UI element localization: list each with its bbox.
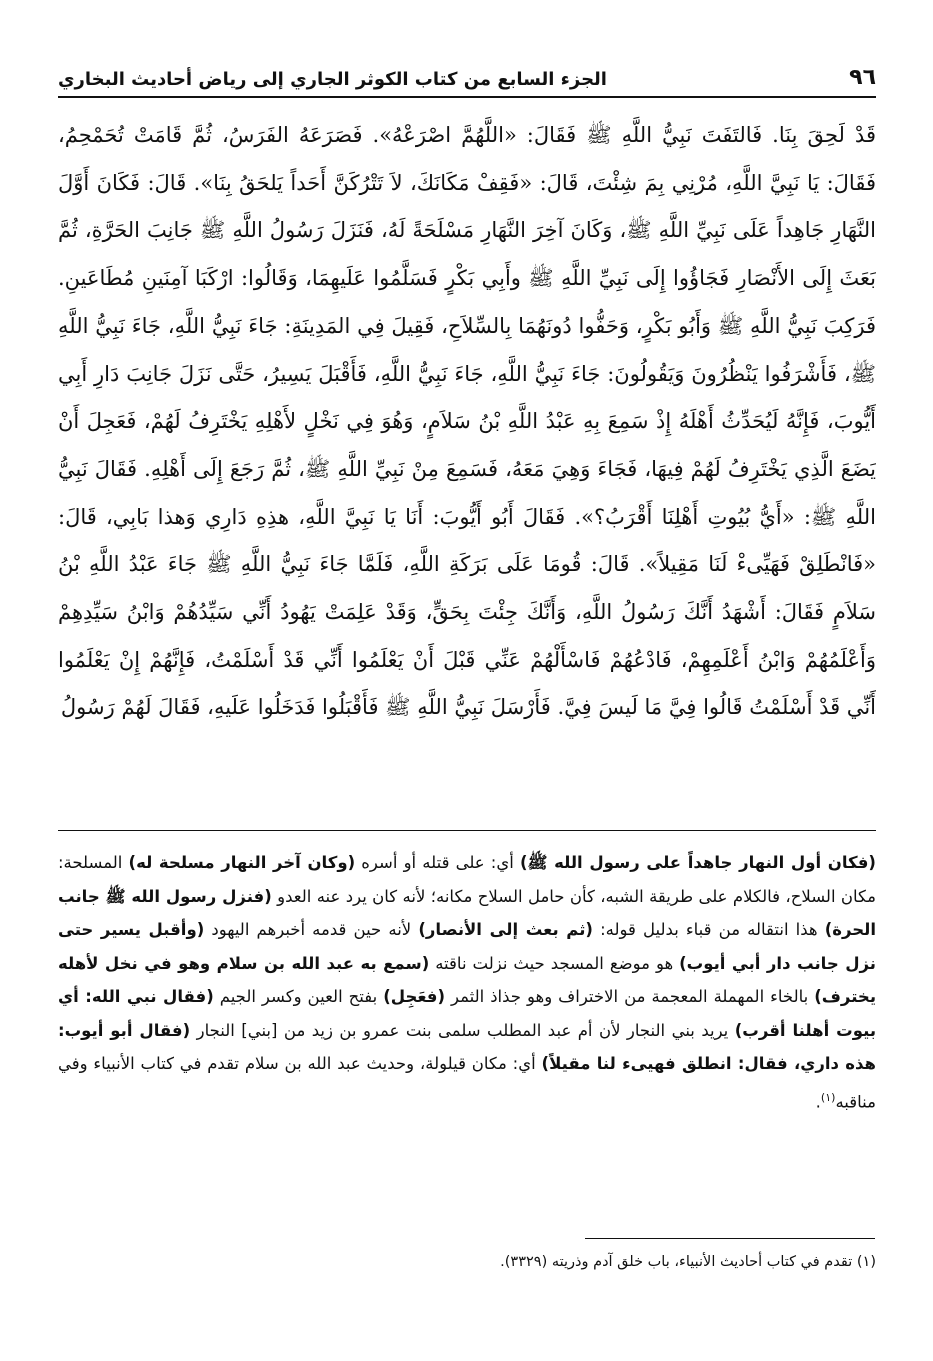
- commentary-paragraph: [58, 846, 876, 1119]
- commentary-run: هو موضع المسجد حيث نزلت ناقته: [429, 953, 680, 973]
- commentary-quote: (وكان آخر النهار مسلحة له): [128, 853, 356, 872]
- commentary-run: بفتح العين وكسر الجيم: [213, 987, 384, 1006]
- commentary-quote: (فعَجِل): [383, 987, 446, 1006]
- commentary-quote: (فنزل رسول الله ﷺ جانب الحرة): [58, 886, 876, 939]
- commentary-quote: (وأقبل يسير حتى نزل جانب دار أبي أيوب): [58, 920, 876, 973]
- commentary-quote: (ثم بعث إلى الأنصار): [418, 920, 593, 939]
- commentary-run: أي: مكان قيلولة، وحديث عبد الله بن سلام تقدم في كتاب الأنبياء وفي مناقبه: [58, 1054, 876, 1111]
- running-header: [58, 58, 876, 98]
- commentary-quote: (سمع به عبد الله بن سلام وهو في نخل لأهله يخترف): [58, 953, 876, 1006]
- commentary-run: يريد بني النجار لأن أم عبد المطلب سلمى بنت عمرو بن زيد من [بني] النجار: [190, 1020, 735, 1040]
- commentary-run: أي: على قتله أو أسره: [355, 853, 520, 872]
- commentary-run: المسلحة: مكان السلاح، فالكلام على طريقة الشبه، كأن حامل السلاح مكانه؛ لأنه كان يرد عنه العدو: [58, 853, 876, 906]
- commentary-quote: (فقال أبو أيوب: هذه داري، فقال: انطلق فهيىء لنا مقيلاً): [58, 1020, 876, 1073]
- commentary-run: لأنه حين قدمه أخبرهم اليهود: [204, 920, 419, 939]
- footnote: (١) تقدم في كتاب أحاديث الأنبياء، باب خلق آدم وذريته (٣٣٢٩).: [500, 1254, 876, 1270]
- commentary-quote: (فكان أول النهار جاهداً على رسول الله ﷺ): [520, 853, 876, 872]
- hadith-text: [58, 112, 876, 812]
- commentary-text: [58, 846, 876, 1206]
- commentary-run: بالخاء المهملة المعجمة من الاختراف وهو جذاذ الثمر: [445, 987, 815, 1006]
- commentary-run: .: [815, 1092, 821, 1111]
- page-number: ٩٦: [849, 65, 876, 90]
- running-title: الجزء السابع من كتاب الكوثر الجاري إلى رياض أحاديث البخاري: [58, 69, 607, 90]
- footnote-marker: (١): [820, 1090, 836, 1104]
- commentary-run: هذا انتقاله من قباء بدليل قوله:: [592, 920, 825, 939]
- footnote-divider: [585, 1238, 875, 1239]
- commentary-quote: (فقال نبي الله: أي بيوت أهلنا أقرب): [58, 987, 876, 1040]
- commentary-divider: [58, 830, 876, 831]
- hadith-paragraph: قَدْ لَحِقَ بِنَا. فَالتَفَتَ نَبِيُّ اللَّهِ ﷺ فَقَالَ: «اللَّهُمَّ اصْرَعْهُ». فَصَرَعَهُ الفَرَسُ، ثُمَّ قَامَتْ تُحَمْحِمُ، فَقَالَ: يَا نَبِيَّ اللَّهِ، مُرْنِي بِمَ شِئْتَ، قَالَ: «فَقِفْ مَكَانَكَ، لاَ تَتْرُكَنَّ أَحَداً يَلحَقُ بِنَا». قَالَ: فَكَانَ أَوَّلَ النَّهَارِ جَاهِداً عَلَى نَبِيِّ اللَّهِ ﷺ، وَكَانَ آخِرَ النَّهَارِ مَسْلَحَةً لَهُ، فَنَزَلَ رَسُولُ اللَّهِ ﷺ جَانِبَ الحَرَّةِ، ثُمَّ بَعَثَ إِلَى الأَنْصَارِ فَجَاؤُوا إِلَى نَبِيِّ اللَّهِ ﷺ وأَبِي بَكْرٍ فَسَلَّمُوا عَلَيهِمَا، وَقَالُوا: ارْكَبَا آمِنَينِ مُطَاعَينِ. فَرَكِبَ نَبِيُّ اللَّهِ ﷺ وَأَبُو بَكْرٍ، وَحَفُّوا دُونَهُمَا بِالسِّلاَحِ، فَقِيلَ فِي المَدِينَةِ: جَاءَ نَبِيُّ اللَّهِ، جَاءَ نَبِيُّ اللَّهِ ﷺ، فَأَشْرَفُوا يَنْظُرُونَ وَيَقُولُونَ: جَاءَ نَبِيُّ اللَّهِ، جَاءَ نَبِيُّ اللَّهِ، فَأَقْبَلَ يَسِيرُ، حَتَّى نَزَلَ جَانِبَ دَارِ أَبِي أَيُّوبَ، فَإِنَّهُ لَيُحَدِّثُ أَهْلَهُ إِذْ سَمِعَ بِهِ عَبْدُ اللَّهِ بْنُ سَلاَمٍ، وَهُوَ فِي نَخْلٍ لأَهْلِهِ يَخْتَرِفُ لَهُمْ، فَعَجِلَ أَنْ يَضَعَ الَّذِي يَخْتَرِفُ لَهُمْ فِيهَا، فَجَاءَ وَهِيَ مَعَهُ، فَسَمِعَ مِنْ نَبِيِّ اللَّهِ ﷺ، ثُمَّ رَجَعَ إِلَى أَهْلِهِ. فَقَالَ نَبِيُّ اللَّهِ ﷺ: «أَيُّ بُيُوتِ أَهْلِنَا أَقْرَبُ؟». فَقَالَ أَبُو أَيُّوبَ: أَنَا يَا نَبِيَّ اللَّهِ، هذِهِ دَارِي وَهذا بَابِي، قَالَ: «فَانْطَلِقْ فَهَيِّىءْ لَنَا مَقِيلاً». قَالَ: قُومَا عَلَى بَرَكَةِ اللَّهِ، فَلَمَّا جَاءَ نَبِيُّ اللَّهِ ﷺ جَاءَ عَبْدُ اللَّهِ بْنُ سَلاَمٍ فَقَالَ: أَشْهَدُ أَنَّكَ رَسُولُ اللَّهِ، وَأَنَّكَ جِئْتَ بِحَقٍّ، وَقَدْ عَلِمَتْ يَهُودُ أَنِّي سَيِّدُهُمْ وَابْنُ سَيِّدِهِمْ وَأَعْلَمُهُمْ وَابْنُ أَعْلَمِهِمْ، فَادْعُهُمْ فَاسْأَلْهُمْ عَنِّي قَبْلَ أَنْ يَعْلَمُوا أَنِّي قَدْ أَسْلَمْتُ، فَإِنَّهُمْ إِنْ يَعْلَمُوا أَنِّي قَدْ أَسْلَمْتُ قَالُوا فِيَّ مَا لَيسَ فِيَّ. فَأَرْسَلَ نَبِيُّ اللَّهِ ﷺ فَأَقْبَلُوا فَدَخَلُوا عَلَيهِ، فَقَالَ لَهُمْ رَسُولُ: [58, 123, 876, 720]
